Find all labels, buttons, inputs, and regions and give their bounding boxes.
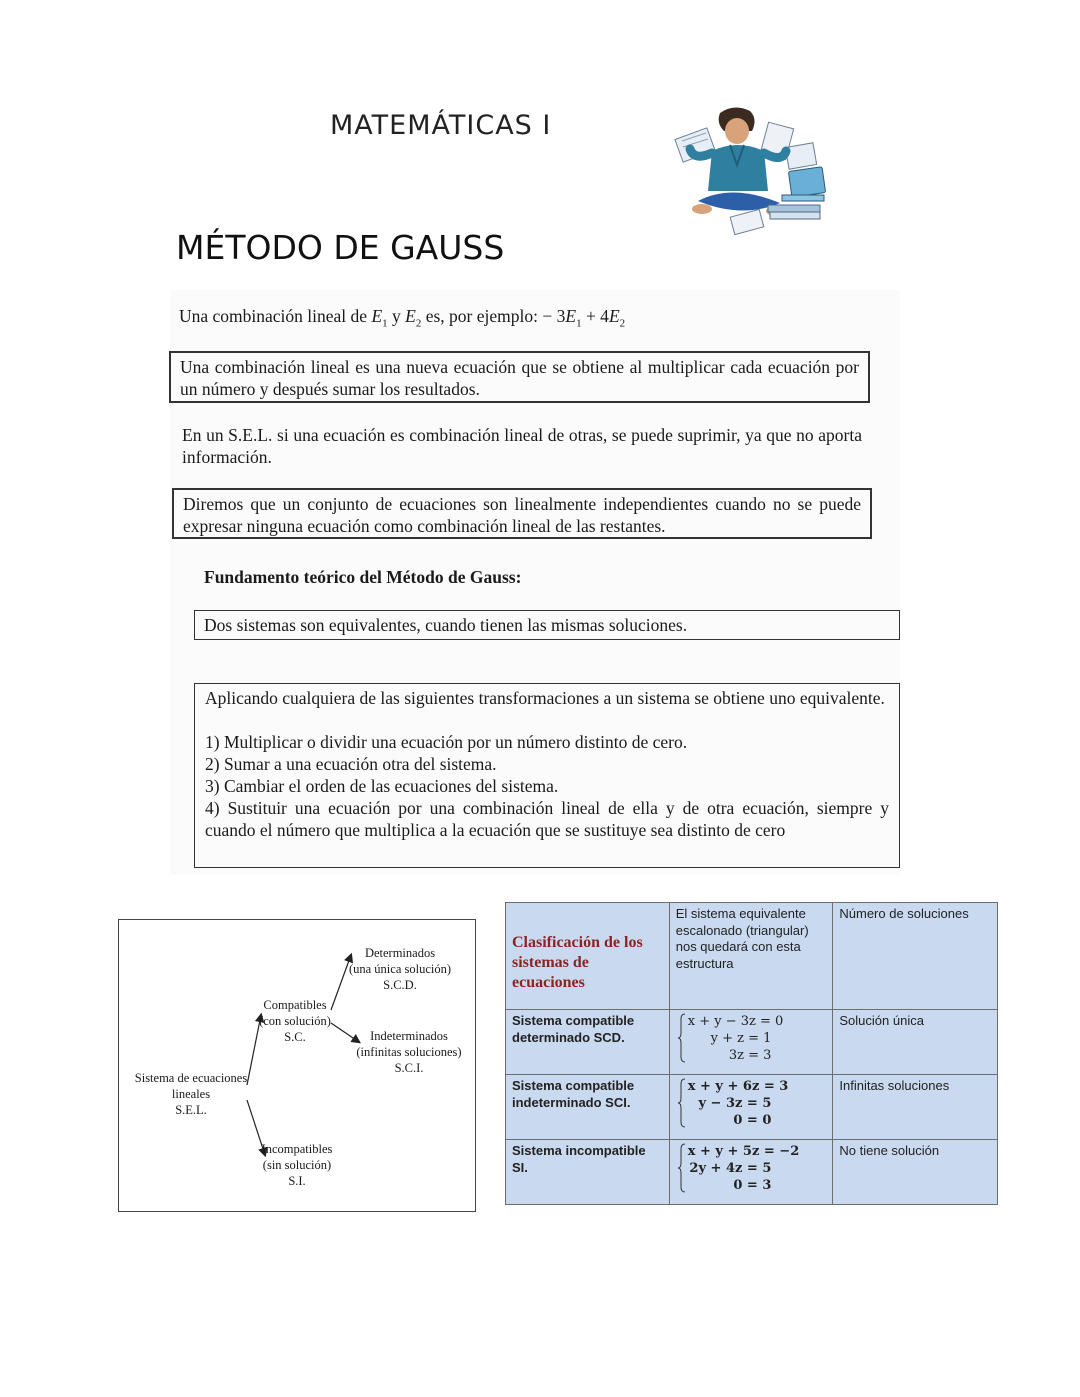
equation: x + y + 5z = −2 xyxy=(687,1144,800,1159)
intro-and: y xyxy=(392,306,401,326)
row-system xyxy=(669,1140,833,1205)
row-solutions: Infinitas soluciones xyxy=(833,1075,998,1140)
transform-item: 2) Sumar a una ecuación otra del sistema. xyxy=(205,754,497,774)
expr-e2: E xyxy=(608,306,620,326)
tree-indeterminate xyxy=(355,1028,463,1076)
e2-subscript: 2 xyxy=(415,317,422,330)
row-name: Sistema incompatible SI. xyxy=(506,1140,670,1205)
expr-e1: E xyxy=(565,306,577,326)
expr-coef-a: − 3 xyxy=(542,306,566,326)
expr-e2-sub: 2 xyxy=(619,317,626,330)
table-row xyxy=(506,1140,998,1205)
tree-compatible-line: S.C. xyxy=(284,1030,306,1044)
tree-incompatible-line: (sin solución) xyxy=(262,1158,332,1172)
subject-heading: MATEMÁTICAS I xyxy=(330,110,552,141)
definition-box xyxy=(169,351,870,403)
e2-symbol: E xyxy=(405,306,416,326)
table-row xyxy=(506,1075,998,1140)
linear-combination-example xyxy=(179,305,899,335)
tree-indeterminate-line: Indeterminados xyxy=(370,1029,448,1043)
equation: 0 = 3 xyxy=(733,1178,772,1193)
header-solutions: Número de soluciones xyxy=(833,903,998,1010)
row-solutions: Solución única xyxy=(833,1010,998,1075)
row-system xyxy=(669,1075,833,1140)
tree-root xyxy=(133,1070,249,1118)
tree-compatible-line: Compatibles xyxy=(263,998,327,1012)
transform-item: 4) Sustituir una ecuación por una combinación lineal de ella y de otra ecuación, siempre y cuando el número que multiplica a la ecuación que se sustituye sea distinto de cero xyxy=(205,798,889,840)
e1-subscript: 1 xyxy=(382,317,388,330)
row-name: Sistema compatible indeterminado SCI. xyxy=(506,1075,670,1140)
table-row xyxy=(506,1010,998,1075)
transform-item: 1) Multiplicar o dividir una ecuación por un número distinto de cero. xyxy=(205,732,688,752)
classification-tree xyxy=(118,919,476,1212)
fundamento-heading: Fundamento teórico del Método de Gauss: xyxy=(204,567,522,587)
tree-determined-line: S.C.D. xyxy=(383,978,417,992)
tree-determined-line: (una única solución) xyxy=(348,962,452,976)
tree-incompatible-line: S.I. xyxy=(288,1174,306,1188)
table-title: Clasificación de los sistemas de ecuaciones xyxy=(506,903,670,1010)
tree-compatible xyxy=(249,997,341,1045)
tree-root-line: Sistema de ecuaciones xyxy=(134,1071,248,1085)
expr-e1-sub: 1 xyxy=(576,317,582,330)
tree-root-line: S.E.L. xyxy=(175,1103,207,1117)
student-studying-laptop-illustration xyxy=(672,105,837,240)
transform-intro: Aplicando cualquiera de las siguientes transformaciones a un sistema se obtiene uno equivalente. xyxy=(205,688,885,708)
tree-incompatible-line: Incompatibles xyxy=(261,1142,333,1156)
tree-root-line: lineales xyxy=(171,1087,211,1101)
equation: 0 = 0 xyxy=(733,1113,772,1128)
tree-determined xyxy=(345,945,455,993)
equivalence-box xyxy=(194,610,900,640)
equation: 3z = 3 xyxy=(728,1048,772,1063)
tree-indeterminate-line: S.C.I. xyxy=(394,1061,424,1075)
transformations-box xyxy=(194,683,900,868)
definition-text: Una combinación lineal es una nueva ecuación que se obtiene al multiplicar cada ecuación por un número y después sumar los resultados. xyxy=(180,357,859,399)
expr-coef-b: + 4 xyxy=(585,306,609,326)
equation: 2y + 4z = 5 xyxy=(689,1161,772,1176)
intro-suffix: es, por ejemplo: xyxy=(425,306,538,326)
independence-box xyxy=(172,488,872,539)
equivalence-text: Dos sistemas son equivalentes, cuando tienen las mismas soluciones. xyxy=(204,615,688,635)
equation: y + z = 1 xyxy=(710,1031,772,1046)
brace-icon xyxy=(678,1078,686,1128)
e1-symbol: E xyxy=(371,306,383,326)
tree-compatible-line: (con solución) xyxy=(259,1014,331,1028)
row-name: Sistema compatible determinado SCD. xyxy=(506,1010,670,1075)
equation: x + y + 6z = 3 xyxy=(687,1079,789,1094)
sel-paragraph: En un S.E.L. si una ecuación es combinación lineal de otras, se puede suprimir, ya que no aporta información. xyxy=(182,425,862,467)
header-structure: El sistema equivalente escalonado (triangular) nos quedará con esta estructura xyxy=(669,903,833,1010)
tree-determined-line: Determinados xyxy=(364,946,436,960)
tree-incompatible xyxy=(257,1141,337,1189)
tree-indeterminate-line: (infinitas soluciones) xyxy=(356,1045,462,1059)
brace-icon xyxy=(678,1013,686,1063)
equation: x + y − 3z = 0 xyxy=(687,1014,784,1029)
equation: y − 3z = 5 xyxy=(698,1096,772,1111)
row-system xyxy=(669,1010,833,1075)
table-header-row xyxy=(506,903,998,1010)
independence-text: Diremos que un conjunto de ecuaciones son linealmente independientes cuando no se puede expresar ninguna ecuación como combinación lineal de las restantes. xyxy=(183,494,861,536)
page-title: MÉTODO DE GAUSS xyxy=(176,228,505,267)
classification-table xyxy=(505,902,998,1205)
intro-prefix: Una combinación lineal de xyxy=(179,306,368,326)
transform-item: 3) Cambiar el orden de las ecuaciones del sistema. xyxy=(205,776,559,796)
row-solutions: No tiene solución xyxy=(833,1140,998,1205)
brace-icon xyxy=(678,1143,686,1193)
